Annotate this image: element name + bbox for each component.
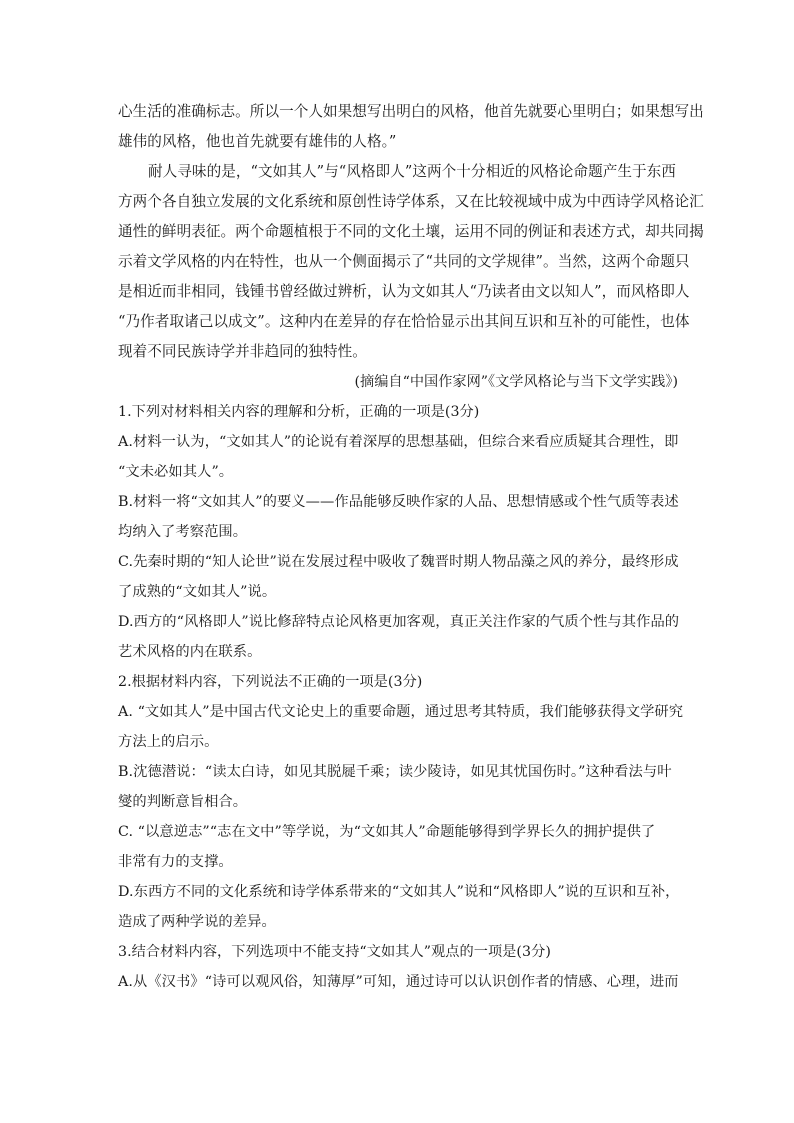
- passage-line: 现着不同民族诗学并非趋同的独特性。: [118, 343, 367, 360]
- option-line: A. “文如其人”是中国古代文论史上的重要命题，通过思考其特质，我们能够获得文学研究: [118, 704, 684, 720]
- passage-line: 示着文学风格的内在特性，也从一个侧面揭示了“共同的文学规律”。当然，这两个命题只: [118, 253, 690, 270]
- option-line: 方法上的启示。: [118, 734, 219, 750]
- passage-line: 雄伟的风格，他也首先就要有雄伟的人格。”: [118, 133, 397, 150]
- passage-line: 方两个各自独立发展的文化系统和原创性诗学体系，又在比较视域中成为中西诗学风格论汇: [118, 193, 704, 210]
- option-b: [118, 757, 678, 817]
- source-citation: (摘编自“中国作家网”《文学风格论与当下文学实践》): [354, 374, 678, 390]
- option-c: [118, 817, 678, 877]
- passage-line: 耐人寻味的是，“文如其人”与“风格即人”这两个十分相近的风格论命题产生于东西: [148, 163, 676, 180]
- option-b: [118, 487, 678, 547]
- question-1: [118, 397, 678, 667]
- option-line: 造成了两种学说的差异。: [118, 914, 276, 930]
- question-stem: 3.结合材料内容，下列选项中不能支持“文如其人”观点的一项是(3分): [118, 944, 551, 960]
- option-line: 艺术风格的内在联系。: [118, 644, 262, 660]
- option-d: [118, 607, 678, 667]
- question-3: [118, 937, 678, 997]
- option-d: [118, 877, 678, 937]
- question-2: [118, 667, 684, 937]
- option-line: A.从《汉书》“诗可以观风俗，知薄厚”可知，通过诗可以认识创作者的情感、心理，进而: [118, 974, 679, 990]
- option-line: D.西方的“风格即人”说比修辞特点论风格更加客观，真正关注作家的气质个性与其作品的: [118, 614, 680, 630]
- option-line: C.先秦时期的“知人论世”说在发展过程中吸收了魏晋时期人物品藻之风的养分，最终形成: [118, 554, 679, 570]
- option-line: 了成熟的“文如其人”说。: [118, 584, 277, 600]
- option-line: D.东西方不同的文化系统和诗学体系带来的“文如其人”说和“风格即人”说的互识和互补，: [118, 884, 680, 900]
- question-stem: 2.根据材料内容，下列说法不正确的一项是(3分): [118, 674, 423, 690]
- passage-line: “乃作者取诸己以成文”。这种内在差异的存在恰恰显示出其间互识和互补的可能性，也体: [118, 313, 690, 330]
- option-line: B.材料一将“文如其人”的要义——作品能够反映作家的人品、思想情感或个性气质等表述: [118, 494, 679, 510]
- passage-line: 是相近而非相同，钱锺书曾经做过辨析，认为文如其人“乃读者由文以知人”，而风格即人: [118, 283, 690, 300]
- option-a: [118, 697, 684, 757]
- option-line: B.沈德潜说：“读太白诗，如见其脱屣千乘；读少陵诗，如见其忧国伤时。”这种看法与叶: [118, 764, 672, 780]
- option-a: [118, 967, 678, 997]
- document-page: [118, 97, 704, 997]
- option-c: [118, 547, 678, 607]
- passage-line: 心生活的准确标志。所以一个人如果想写出明白的风格，他首先就要心里明白；如果想写出: [118, 103, 704, 120]
- passage-line: 通性的鲜明表征。两个命题植根于不同的文化土壤，运用不同的例证和表述方式，却共同揭: [118, 223, 704, 240]
- option-line: C. “以意逆志”“志在文中”等学说，为“文如其人”命题能够得到学界长久的拥护提供了: [118, 824, 656, 840]
- option-a: [118, 427, 678, 487]
- question-stem: 1.下列对材料相关内容的理解和分析，正确的一项是(3分): [118, 404, 480, 420]
- passage-paragraph-2: [118, 157, 704, 367]
- option-line: 非常有力的支撑。: [118, 854, 233, 870]
- option-line: 均纳入了考察范围。: [118, 524, 248, 540]
- option-line: 燮的判断意旨相合。: [118, 794, 248, 810]
- option-line: A.材料一认为，“文如其人”的论说有着深厚的思想基础，但综合来看应质疑其合理性，即: [118, 434, 679, 450]
- passage-paragraph-1: [118, 97, 704, 157]
- option-line: “文未必如其人”。: [118, 464, 234, 480]
